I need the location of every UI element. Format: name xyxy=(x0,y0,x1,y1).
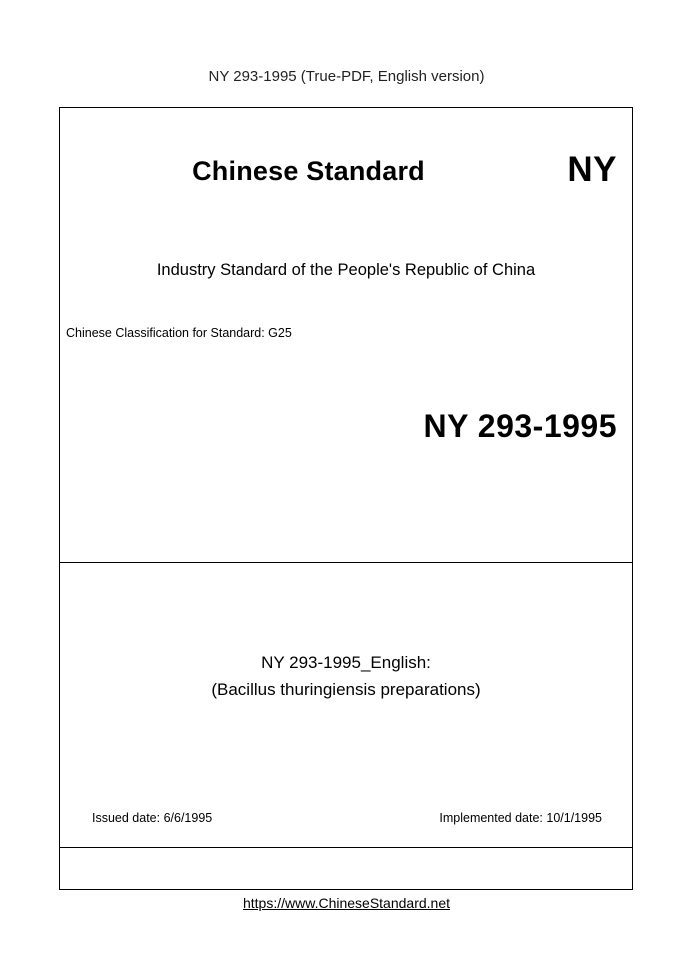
document-name-line-1: NY 293-1995_English: xyxy=(261,653,431,672)
classification-code: Chinese Classification for Standard: G25 xyxy=(66,326,292,340)
standard-number: NY 293-1995 xyxy=(423,408,617,444)
standard-series-badge: NY xyxy=(567,150,617,189)
cover-top-section xyxy=(60,108,632,563)
page-header-title: NY 293-1995 (True-PDF, English version) xyxy=(208,68,485,85)
cover-frame xyxy=(59,107,633,890)
cover-middle-section xyxy=(60,563,632,848)
footer-url[interactable] xyxy=(0,895,693,911)
issued-date: Issued date: 6/6/1995 xyxy=(92,811,213,825)
document-name xyxy=(60,649,632,703)
title-row xyxy=(60,150,632,212)
cover-bottom-section xyxy=(60,848,632,889)
document-name-line-2: (Bacillus thuringiensis preparations) xyxy=(211,680,481,699)
footer-url-text: https://www.ChineseStandard.net xyxy=(242,895,450,911)
implemented-date: Implemented date: 10/1/1995 xyxy=(439,811,602,825)
page-title: Chinese Standard xyxy=(192,156,425,186)
cover-subtitle: Industry Standard of the People's Republic of China xyxy=(156,261,536,279)
dates-row xyxy=(60,811,632,829)
